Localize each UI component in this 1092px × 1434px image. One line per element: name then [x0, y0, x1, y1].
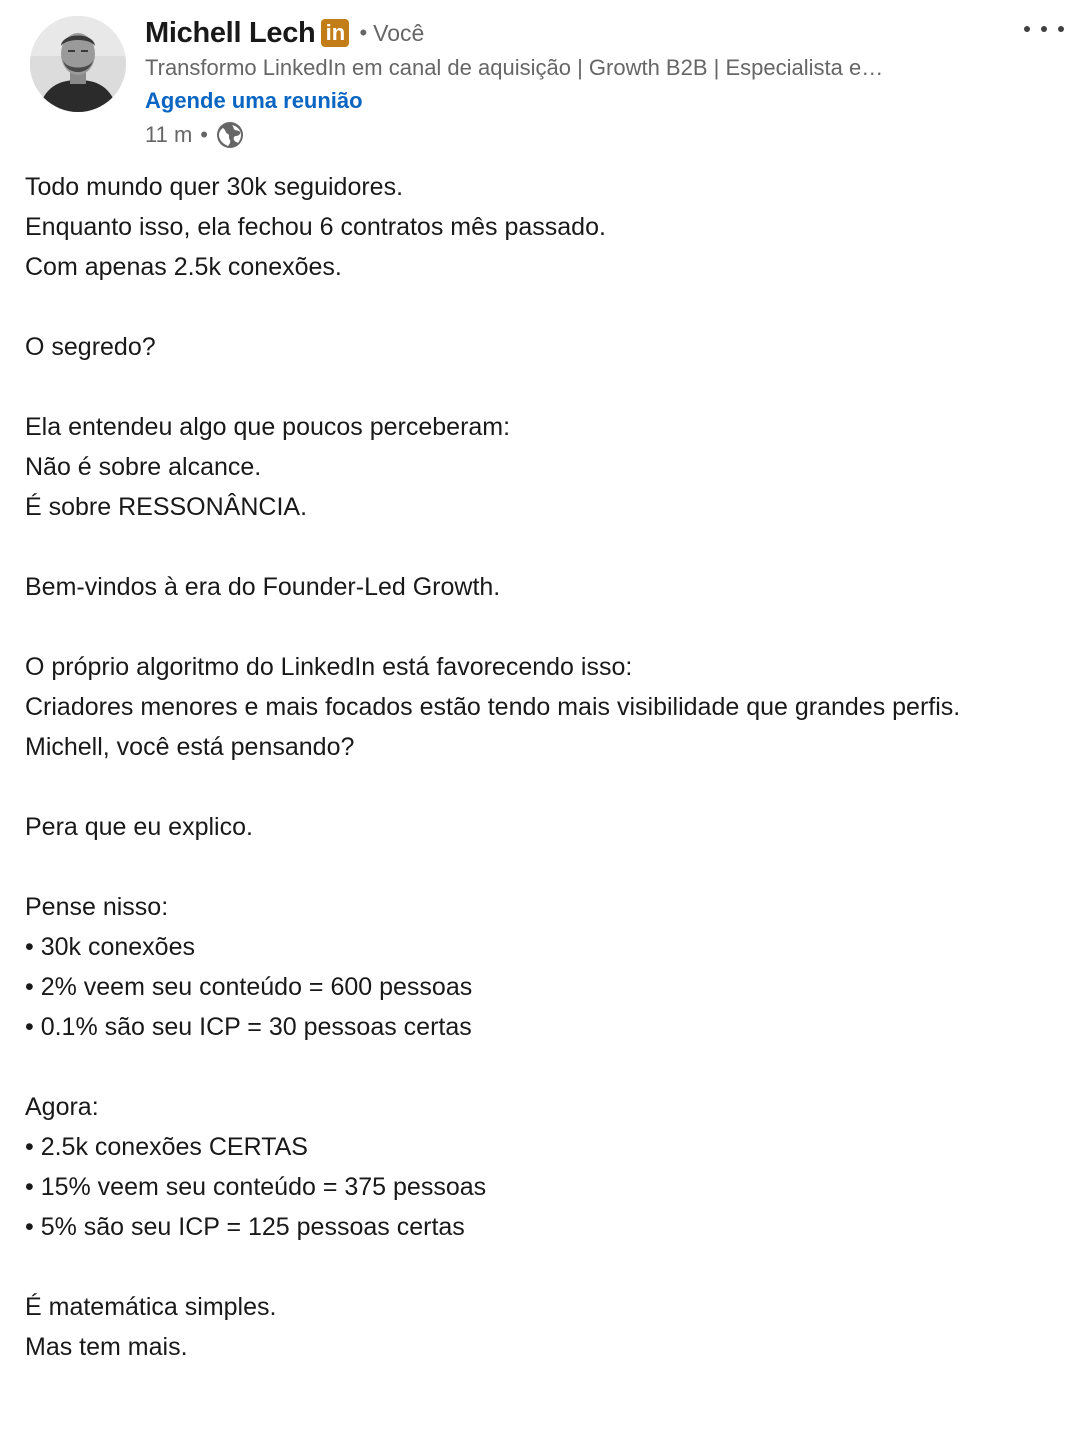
avatar[interactable] [30, 16, 126, 112]
blank-line [25, 527, 1035, 567]
post-text-line: Michell, você está pensando? [25, 733, 355, 761]
blank-line [25, 1247, 1035, 1287]
post-text-line: • 2% veem seu conteúdo = 600 pessoas [25, 973, 473, 1001]
post-text-line: Pera que eu explico. [25, 813, 253, 841]
blank-line [25, 287, 1035, 327]
globe-icon [216, 121, 244, 149]
blank-line [25, 607, 1035, 647]
post-text-line: Bem-vindos à era do Founder-Led Growth. [25, 573, 501, 601]
separator-dot: • [200, 122, 208, 147]
author-name[interactable]: Michell Lech [145, 16, 316, 49]
post-text-line: Ela entendeu algo que poucos perceberam: [25, 413, 511, 441]
post-text-line: Mas tem mais. [25, 1333, 188, 1361]
linkedin-premium-icon: in [321, 19, 349, 47]
more-options-icon[interactable] [1024, 14, 1064, 44]
post-text-line: O próprio algoritmo do LinkedIn está favorecendo isso: [25, 653, 633, 681]
post-text-line: • 5% são seu ICP = 125 pessoas certas [25, 1213, 465, 1241]
post-text-line: Enquanto isso, ela fechou 6 contratos mês passado. [25, 213, 606, 241]
post-text-line: É matemática simples. [25, 1293, 277, 1321]
blank-line [25, 367, 1035, 407]
post-text-line: • 15% veem seu conteúdo = 375 pessoas [25, 1173, 487, 1201]
post-text-line: Pense nisso: [25, 893, 169, 921]
author-headline[interactable]: Transformo LinkedIn em canal de aquisição | Growth B2B | Especialista e… [145, 55, 884, 80]
avatar-photo [30, 16, 126, 112]
post-text-line: O segredo? [25, 333, 156, 361]
relation-label: Você [373, 19, 425, 46]
post-meta [145, 118, 244, 152]
post-text-line: Criadores menores e mais focados estão tendo mais visibilidade que grandes perfis. [25, 693, 961, 721]
post-body [25, 167, 1035, 1367]
post-text-line: É sobre RESSONÂNCIA. [25, 493, 308, 521]
author-row [145, 12, 424, 54]
post-text-line: • 30k conexões [25, 933, 195, 961]
post-text-line: Não é sobre alcance. [25, 453, 262, 481]
separator-dot: • [359, 20, 368, 45]
post-text-line: Todo mundo quer 30k seguidores. [25, 173, 404, 201]
post-text-line: • 2.5k conexões CERTAS [25, 1133, 308, 1161]
post-text-line: Com apenas 2.5k conexões. [25, 253, 342, 281]
blank-line [25, 847, 1035, 887]
schedule-meeting-link[interactable]: Agende uma reunião [145, 88, 363, 113]
blank-line [25, 767, 1035, 807]
post-text-line: • 0.1% são seu ICP = 30 pessoas certas [25, 1013, 472, 1041]
post-text-line: Agora: [25, 1093, 99, 1121]
post-timestamp[interactable]: 11 m [145, 122, 193, 147]
blank-line [25, 1047, 1035, 1087]
